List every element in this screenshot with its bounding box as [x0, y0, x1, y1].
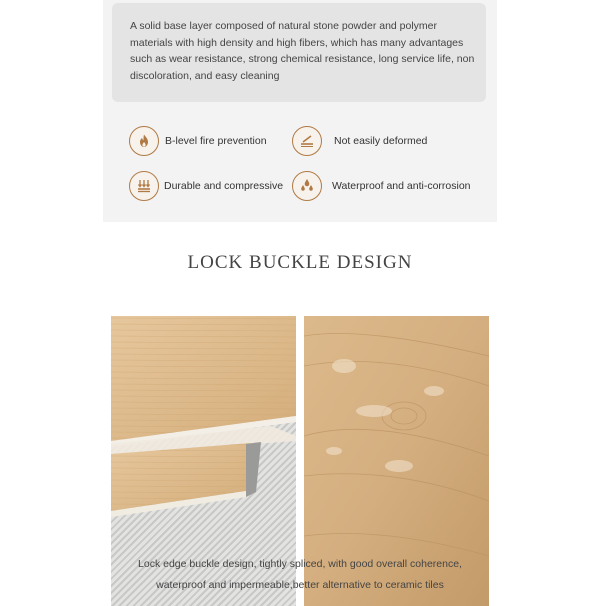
feature-not-deformed — [292, 126, 427, 156]
feature-label: Not easily deformed — [334, 135, 428, 147]
feature-label: Waterproof and anti-corrosion — [332, 180, 471, 192]
feature-waterproof — [292, 171, 471, 201]
feature-label: B-level fire prevention — [165, 135, 267, 147]
caption-line-1: Lock edge buckle design, tightly spliced, with good overall coherence, — [138, 558, 462, 570]
feature-durable — [129, 171, 283, 201]
section-title: LOCK BUCKLE DESIGN — [187, 252, 413, 273]
feature-fire-prevention — [129, 126, 267, 156]
feature-label: Durable and compressive — [164, 180, 284, 192]
flame-icon — [129, 126, 159, 156]
pressure-arrows-icon — [129, 171, 159, 201]
description-text: A solid base layer composed of natural stone powder and polymer materials with high density and high fibers, which has many advantages such as wear resistance, strong chemical resistance, long service life, non discoloration, and easy cleaning — [130, 20, 475, 82]
board-deform-icon — [292, 126, 322, 156]
water-drops-icon — [292, 171, 322, 201]
caption-line-2: waterproof and impermeable,better alternative to ceramic tiles — [156, 579, 444, 591]
